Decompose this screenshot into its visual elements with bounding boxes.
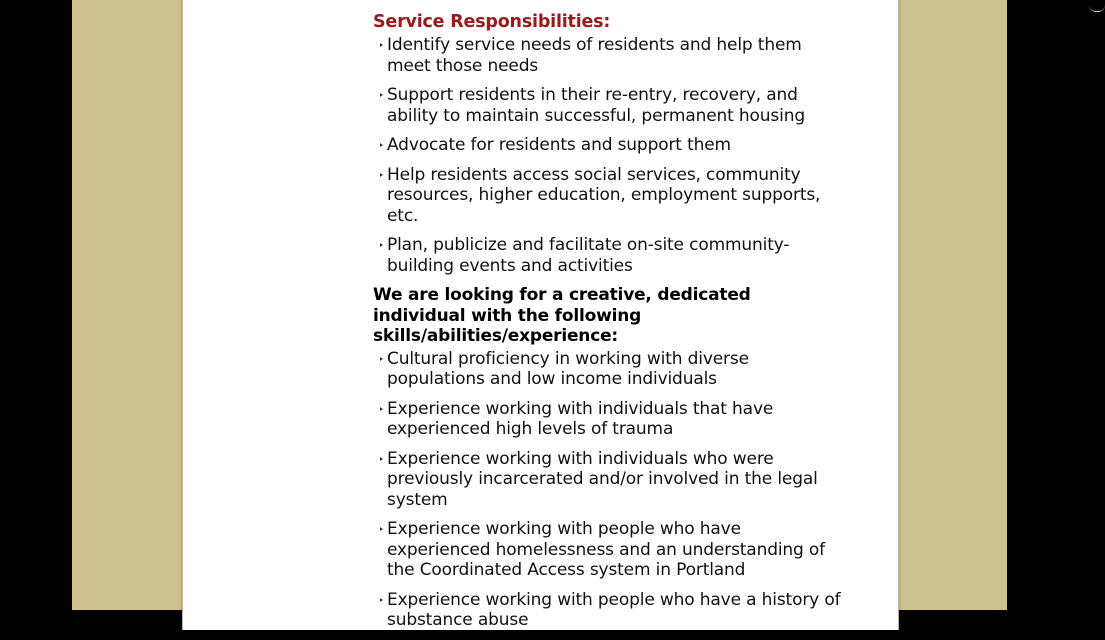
list-item-text: Plan, publicize and facilitate on-site community-building events and activities: [387, 235, 790, 276]
list-item-text: Experience working with people who have a history of substance abuse: [387, 589, 841, 630]
list-item: [373, 135, 843, 156]
list-item: [373, 165, 843, 227]
list-item-text: Advocate for residents and support them: [387, 135, 731, 155]
document-content: [373, 11, 843, 640]
bullet-icon: [380, 407, 383, 411]
list-item-text: Help residents access social services, community resources, higher education, employment supports, etc.: [387, 164, 821, 226]
skills-heading: We are looking for a creative, dedicated individual with the following skills/abilities/experience:: [373, 285, 751, 346]
list-item: [373, 399, 843, 440]
bullet-icon: [380, 173, 383, 177]
list-item-text: Cultural proficiency in working with diverse populations and low income individuals: [387, 348, 749, 389]
bullet-icon: [380, 43, 383, 47]
list-item: [373, 349, 843, 390]
bullet-icon: [380, 143, 383, 147]
bullet-icon: [380, 527, 383, 531]
previous-line-fragment: [1089, 5, 1105, 12]
list-item-text: Experience working with individuals who were previously incarcerated and/or involved in the legal system: [387, 448, 818, 510]
list-item: [373, 35, 843, 76]
bullet-icon: [380, 457, 383, 461]
bullet-icon: [380, 357, 383, 361]
service-responsibilities-list: [373, 35, 843, 276]
list-item-text: Identify service needs of residents and help them meet those needs: [387, 35, 802, 76]
bullet-icon: [380, 598, 383, 602]
bullet-icon: [380, 93, 383, 97]
list-item: [373, 235, 843, 276]
list-item-text: Experience working with individuals that have experienced high levels of trauma: [387, 398, 774, 439]
list-item: [373, 519, 843, 581]
service-responsibilities-heading: Service Responsibilities:: [373, 12, 611, 32]
list-item-text: Experience working with people who have experienced homelessness and an understanding of the Coordinated Access system in Portland: [387, 519, 826, 580]
skills-list: [373, 349, 843, 631]
list-item-text: Support residents in their re-entry, recovery, and ability to maintain successful, permanent housing: [387, 85, 805, 126]
list-item: [373, 449, 843, 511]
list-item: [373, 85, 843, 126]
bullet-icon: [380, 243, 383, 247]
list-item: [373, 590, 843, 631]
